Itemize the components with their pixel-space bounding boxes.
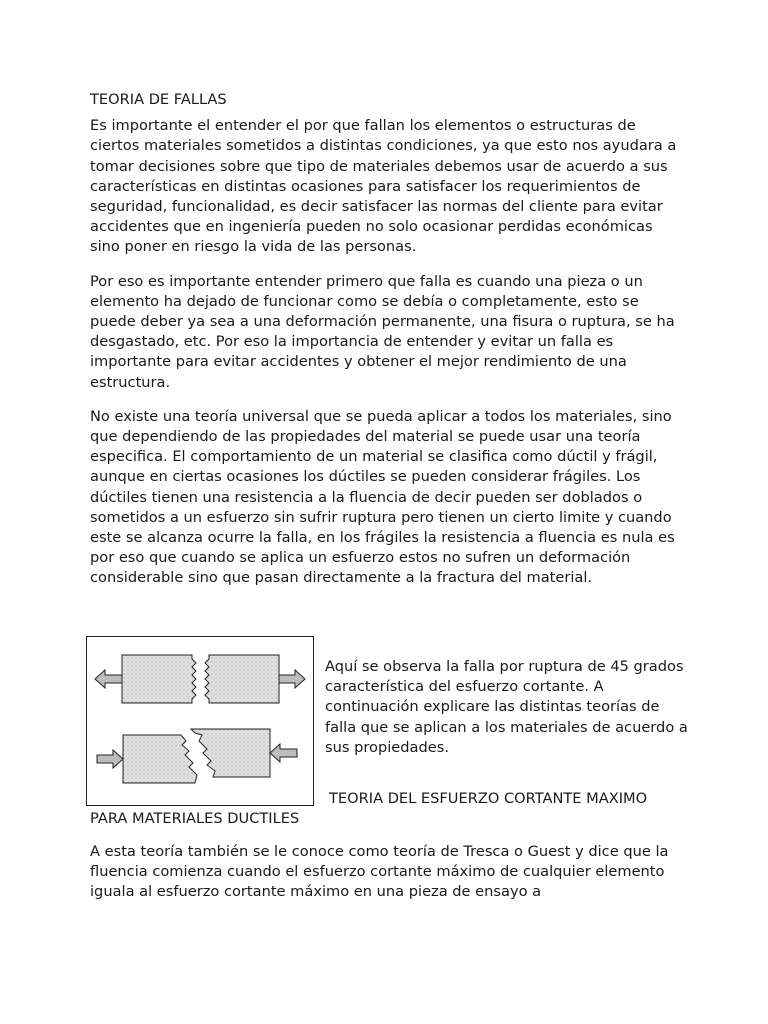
section-heading-line-2: PARA MATERIALES DUCTILES	[90, 810, 300, 827]
shear-specimen-bottom	[97, 729, 297, 783]
arrow-right-icon	[279, 670, 305, 688]
paragraph-2: Por eso es importante entender primero que falla es cuando una pieza o un elemento ha dejado de funcionar como se debía o completamente, esto se puede deber ya sea a una deformación permanente, una fisura o ruptura, se ha desgastado, etc. Por eso la importancia de entender y evitar un falla es importante para evitar accidentes y obtener el mejor rendimiento de una estructura.	[90, 272, 675, 391]
arrow-left-icon	[95, 670, 122, 688]
arrow-push-right-icon	[97, 750, 123, 768]
shear-failure-illustration	[87, 637, 313, 805]
arrow-push-left-icon	[270, 744, 297, 762]
figure-caption: Aquí se observa la falla por ruptura de 45 grados característica del esfuerzo cortante. A continuación explicare las distintas teorías de falla que se aplican a los materiales de acuerdo a sus propiedades.	[325, 658, 688, 756]
paragraph-3: No existe una teoría universal que se pueda aplicar a todos los materiales, sino que dependiendo de las propiedades del material se puede usar una teoría especifica. El comportamiento de un material se clasifica como dúctil y frágil, aunque en ciertas ocasiones los dúctiles se pueden considerar frágiles. Los dúctiles tienen una resistencia a la fluencia de decir pueden ser doblados o sometidos a un esfuerzo sin sufrir ruptura pero tienen un cierto limite y cuando este se alcanza ocurre la falla, en los frágiles la resistencia a fluencia es nula es por eso que cuando se aplica un esfuerzo estos no sufren un deformación considerable sino que pasan directamente a la fractura del material.	[90, 407, 675, 587]
shear-failure-figure	[86, 636, 314, 806]
section-heading-line-1: TEORIA DEL ESFUERZO CORTANTE MAXIMO	[329, 790, 648, 807]
document-body	[90, 90, 682, 603]
paragraph-1: Es importante el entender el por que fallan los elementos o estructuras de ciertos materiales sometidos a distintas condiciones, ya que esto nos ayudara a tomar decisiones sobre que tipo de materiales debemos usar de acuerdo a sus características en distintas ocasiones para satisfacer los requerimientos de seguridad, funcionalidad, es decir satisfacer las normas del cliente para evitar accidentes que en ingeniería pueden no solo ocasionar perdidas económicas sino poner en riesgo la vida de las personas.	[90, 117, 677, 256]
page-title: TEORIA DE FALLAS	[90, 91, 227, 108]
paragraph-4: A esta teoría también se le conoce como teoría de Tresca o Guest y dice que la fluencia comienza cuando el esfuerzo cortante máximo de cualquier elemento iguala al esfuerzo cortante máximo en una pieza de ensayo a	[90, 843, 669, 901]
tensile-specimen-top	[95, 655, 305, 703]
